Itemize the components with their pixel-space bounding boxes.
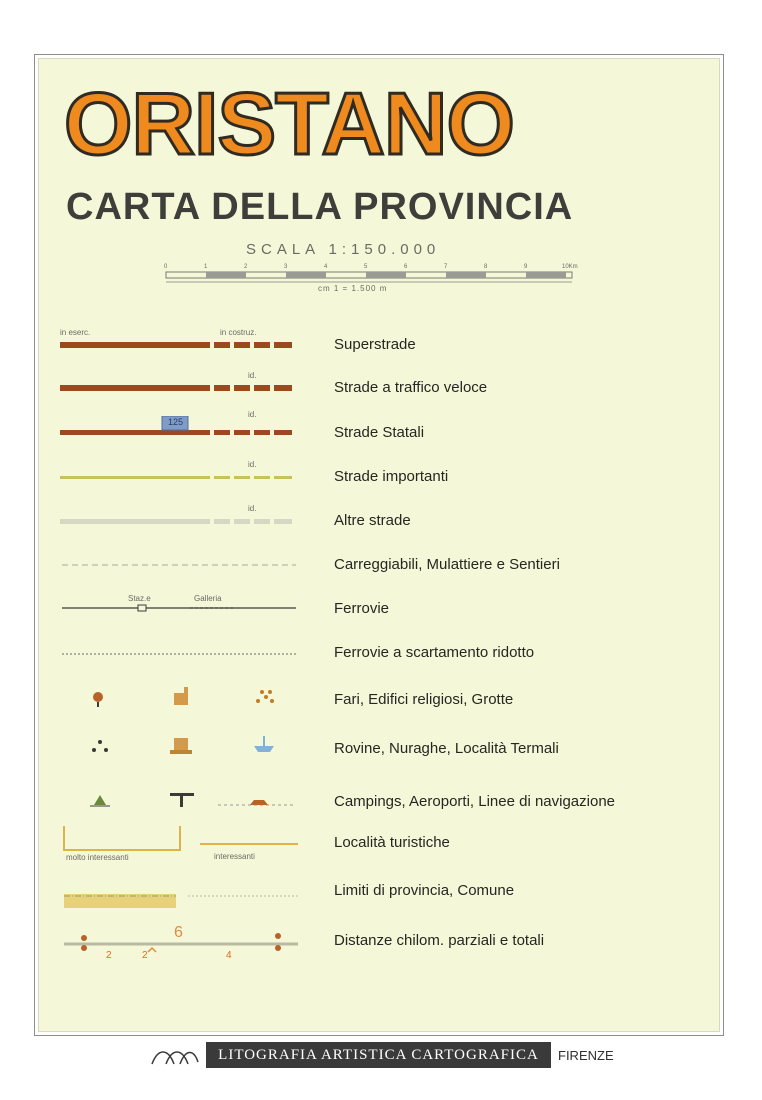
- legend-label: Campings, Aeroporti, Linee di navigazione: [334, 793, 616, 810]
- legend-row-strade-importanti: [58, 460, 718, 494]
- legend-label: Carreggiabili, Mulattiere e Sentieri: [334, 556, 560, 573]
- legend-label: Altre strade: [334, 512, 411, 529]
- distance-total: 6: [174, 924, 183, 941]
- legend-label: Limiti di provincia, Comune: [334, 882, 515, 899]
- legend-symbol: [58, 732, 308, 766]
- legend-symbol: [58, 683, 308, 717]
- legend-label: Rovine, Nuraghe, Località Termali: [334, 740, 559, 757]
- station-label: Staz.e: [128, 594, 151, 603]
- legend-construction-label: in costruz.: [220, 328, 257, 337]
- legend-symbol: [58, 785, 308, 819]
- interesting-label: interessanti: [214, 852, 255, 861]
- publisher-logo-icon: [148, 1042, 200, 1072]
- legend-label: Strade importanti: [334, 468, 449, 485]
- legend-in-use-label: in eserc.: [60, 328, 91, 337]
- legend-idem-label: id.: [248, 504, 257, 513]
- legend-row-superstrade: [58, 328, 718, 362]
- distance-marker-icon: [275, 933, 281, 951]
- scale-unit: cm 1 = 1.500 m: [318, 284, 388, 293]
- camping-icon: [90, 795, 110, 806]
- legend-row-ferrovie: [58, 592, 718, 626]
- ferry-line-icon: [218, 800, 294, 805]
- legend-idem-label: id.: [248, 410, 257, 419]
- cave-icon: [256, 690, 274, 703]
- legend-symbol: [58, 410, 308, 450]
- publisher-footer: [148, 1042, 648, 1072]
- legend-row-rovine: [58, 732, 718, 766]
- legend-symbol: [58, 548, 308, 582]
- scale-tick-label: 10Km: [562, 264, 578, 270]
- legend-row-altre-strade: [58, 504, 718, 538]
- legend-row-fari: [58, 683, 718, 717]
- publisher-name: LITOGRAFIA ARTISTICA CARTOGRAFICA: [206, 1042, 551, 1068]
- legend-symbol: [58, 504, 308, 538]
- scale-tick-label: 8: [484, 264, 488, 270]
- map-title: ORISTANO: [64, 74, 514, 173]
- legend-label: Strade a traffico veloce: [334, 379, 488, 396]
- scale-label: SCALA 1:150.000: [246, 241, 441, 258]
- scale-tick-label: 3: [284, 264, 288, 270]
- lighthouse-icon: [93, 692, 103, 707]
- legend-row-limiti: [58, 874, 718, 908]
- legend-row-strade-veloce: [58, 371, 718, 405]
- airport-icon: [170, 793, 194, 807]
- distance-partial: 2: [142, 950, 148, 961]
- legend-label: Strade Statali: [334, 424, 425, 441]
- legend-label: Ferrovie: [334, 600, 390, 617]
- legend-idem-label: id.: [248, 460, 257, 469]
- legend-label: Fari, Edifici religiosi, Grotte: [334, 691, 514, 708]
- nuraghe-icon: [170, 738, 192, 754]
- legend-row-strade-statali: [58, 410, 718, 450]
- distance-partial: 4: [226, 950, 232, 961]
- tunnel-label: Galleria: [194, 594, 222, 603]
- publisher-city: FIRENZE: [558, 1048, 614, 1063]
- legend-label: Distanze chilom. parziali e totali: [334, 932, 545, 949]
- scale-tick-label: 2: [244, 264, 248, 270]
- legend-row-campings: [58, 785, 718, 819]
- thermal-spring-icon: [254, 736, 274, 752]
- distance-partial: 2: [106, 950, 112, 961]
- scale-tick-label: 7: [444, 264, 448, 270]
- scale-tick-label: 6: [404, 264, 408, 270]
- legend-row-carreggiabili: [58, 548, 718, 582]
- legend-symbol: [58, 328, 308, 362]
- legend-idem-label: id.: [248, 371, 257, 380]
- legend-symbol: [58, 592, 308, 626]
- scale-tick-label: 4: [324, 264, 328, 270]
- scale-tick-label: 0: [164, 264, 168, 270]
- legend-row-localita-turistiche: [58, 826, 718, 860]
- legend-row-distanze: [58, 924, 718, 961]
- legend-symbol: [58, 636, 308, 670]
- church-icon: [174, 687, 188, 705]
- legend-row-ferrovie-ridotto: [58, 636, 718, 670]
- legend-symbol: [58, 826, 308, 860]
- legend-symbol: [58, 874, 308, 908]
- scale-tick-label: 1: [204, 264, 208, 270]
- map-subtitle: CARTA DELLA PROVINCIA: [66, 186, 574, 228]
- legend-label: Ferrovie a scartamento ridotto: [334, 644, 535, 661]
- legend-symbol: [58, 460, 308, 494]
- very-interesting-label: molto interessanti: [66, 853, 129, 862]
- road-number-badge: 125: [168, 417, 184, 427]
- legend-label: Superstrade: [334, 336, 416, 353]
- scale-tick-label: 5: [364, 264, 368, 270]
- scale-tick-label: 9: [524, 264, 528, 270]
- legend-symbol: [58, 371, 308, 405]
- legend-symbol: [58, 924, 308, 961]
- legend-label: Località turistiche: [334, 834, 450, 851]
- ruins-icon: [92, 740, 108, 752]
